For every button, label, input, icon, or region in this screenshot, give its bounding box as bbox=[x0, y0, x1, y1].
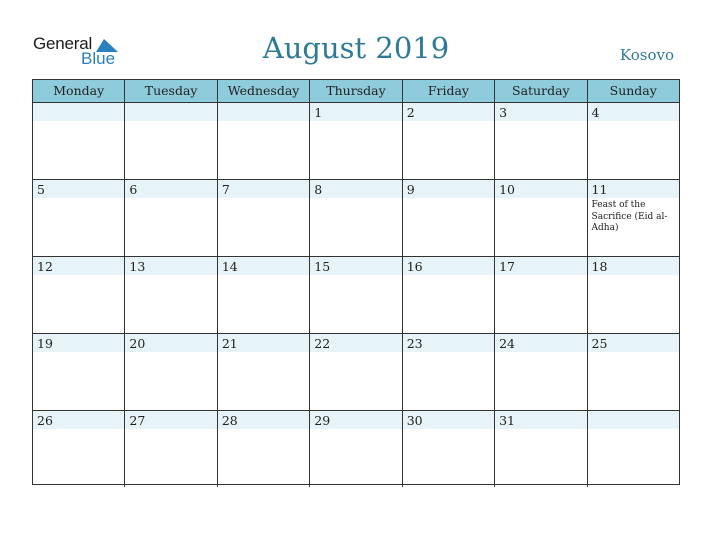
day-number: 25 bbox=[591, 336, 608, 351]
week-row bbox=[33, 103, 679, 180]
day-number: 10 bbox=[499, 182, 516, 197]
weekday-header-row bbox=[33, 80, 679, 103]
country-label: Kosovo bbox=[619, 46, 674, 64]
day-cell bbox=[217, 334, 309, 410]
day-number: 22 bbox=[314, 336, 331, 351]
day-number: 4 bbox=[591, 105, 600, 120]
day-cell bbox=[217, 257, 309, 333]
day-cell bbox=[402, 180, 494, 256]
day-number: 16 bbox=[406, 259, 423, 274]
day-cell bbox=[587, 257, 679, 333]
day-cell bbox=[124, 334, 216, 410]
day-number: 7 bbox=[221, 182, 230, 197]
day-cell bbox=[402, 411, 494, 487]
week-row bbox=[33, 180, 679, 257]
day-number: 9 bbox=[406, 182, 415, 197]
day-cell bbox=[309, 334, 401, 410]
day-cell bbox=[124, 103, 216, 179]
day-number: 20 bbox=[129, 336, 146, 351]
day-number: 19 bbox=[37, 336, 53, 351]
day-cell bbox=[494, 257, 586, 333]
day-number: 13 bbox=[129, 259, 146, 274]
day-cell bbox=[124, 411, 216, 487]
day-number: 31 bbox=[499, 413, 516, 428]
logo-text-blue: Blue bbox=[81, 49, 116, 68]
day-cell bbox=[309, 257, 401, 333]
day-number: 27 bbox=[129, 413, 146, 428]
day-cell bbox=[33, 257, 124, 333]
day-cell bbox=[217, 103, 309, 179]
day-cell bbox=[494, 180, 586, 256]
day-cell bbox=[309, 180, 401, 256]
day-cell bbox=[494, 334, 586, 410]
day-cell bbox=[217, 411, 309, 487]
day-number: 6 bbox=[129, 182, 138, 197]
day-cell bbox=[217, 180, 309, 256]
day-number: 24 bbox=[499, 336, 516, 351]
weekday-header: Sunday bbox=[587, 80, 679, 102]
week-row bbox=[33, 334, 679, 411]
day-number: 15 bbox=[314, 259, 331, 274]
day-number: 11 bbox=[591, 182, 608, 197]
weekday-header: Friday bbox=[402, 80, 494, 102]
weekday-header: Saturday bbox=[494, 80, 586, 102]
day-number: 5 bbox=[37, 182, 45, 197]
weekday-header: Monday bbox=[53, 83, 105, 98]
page-title: August 2019 bbox=[262, 31, 450, 65]
day-number: 28 bbox=[221, 413, 238, 428]
day-cell bbox=[587, 103, 679, 179]
day-cell bbox=[33, 411, 124, 487]
day-cell bbox=[33, 103, 124, 179]
holiday-event: Feast of the Sacrifice (Eid al-Adha) bbox=[591, 200, 668, 233]
weekday-header: Thursday bbox=[309, 80, 401, 102]
week-row bbox=[33, 257, 679, 334]
day-number: 18 bbox=[591, 259, 608, 274]
day-cell bbox=[33, 334, 124, 410]
day-number: 12 bbox=[37, 259, 53, 274]
day-cell bbox=[402, 103, 494, 179]
logo-text-general: General bbox=[33, 34, 93, 53]
week-row bbox=[33, 411, 679, 487]
day-cell bbox=[309, 411, 401, 487]
day-number: 8 bbox=[314, 182, 323, 197]
weekday-header: Wednesday bbox=[217, 80, 309, 102]
day-cell bbox=[587, 411, 679, 487]
day-number: 26 bbox=[37, 413, 53, 428]
day-number: 2 bbox=[406, 105, 415, 120]
day-number: 14 bbox=[221, 259, 238, 274]
day-cell bbox=[309, 103, 401, 179]
day-number: 23 bbox=[406, 336, 423, 351]
day-number: 29 bbox=[314, 413, 331, 428]
weekday-header: Tuesday bbox=[124, 80, 216, 102]
day-cell bbox=[402, 257, 494, 333]
day-number: 21 bbox=[221, 336, 238, 351]
day-cell bbox=[402, 334, 494, 410]
day-cell bbox=[494, 411, 586, 487]
day-number: 30 bbox=[406, 413, 423, 428]
day-number: 1 bbox=[314, 105, 323, 120]
day-cell bbox=[494, 103, 586, 179]
day-cell bbox=[587, 334, 679, 410]
day-cell bbox=[587, 180, 679, 256]
day-cell bbox=[124, 257, 216, 333]
day-cell bbox=[33, 180, 124, 256]
day-number: 17 bbox=[499, 259, 516, 274]
calendar-grid bbox=[32, 79, 680, 485]
day-number: 3 bbox=[499, 105, 508, 120]
day-cell bbox=[124, 180, 216, 256]
